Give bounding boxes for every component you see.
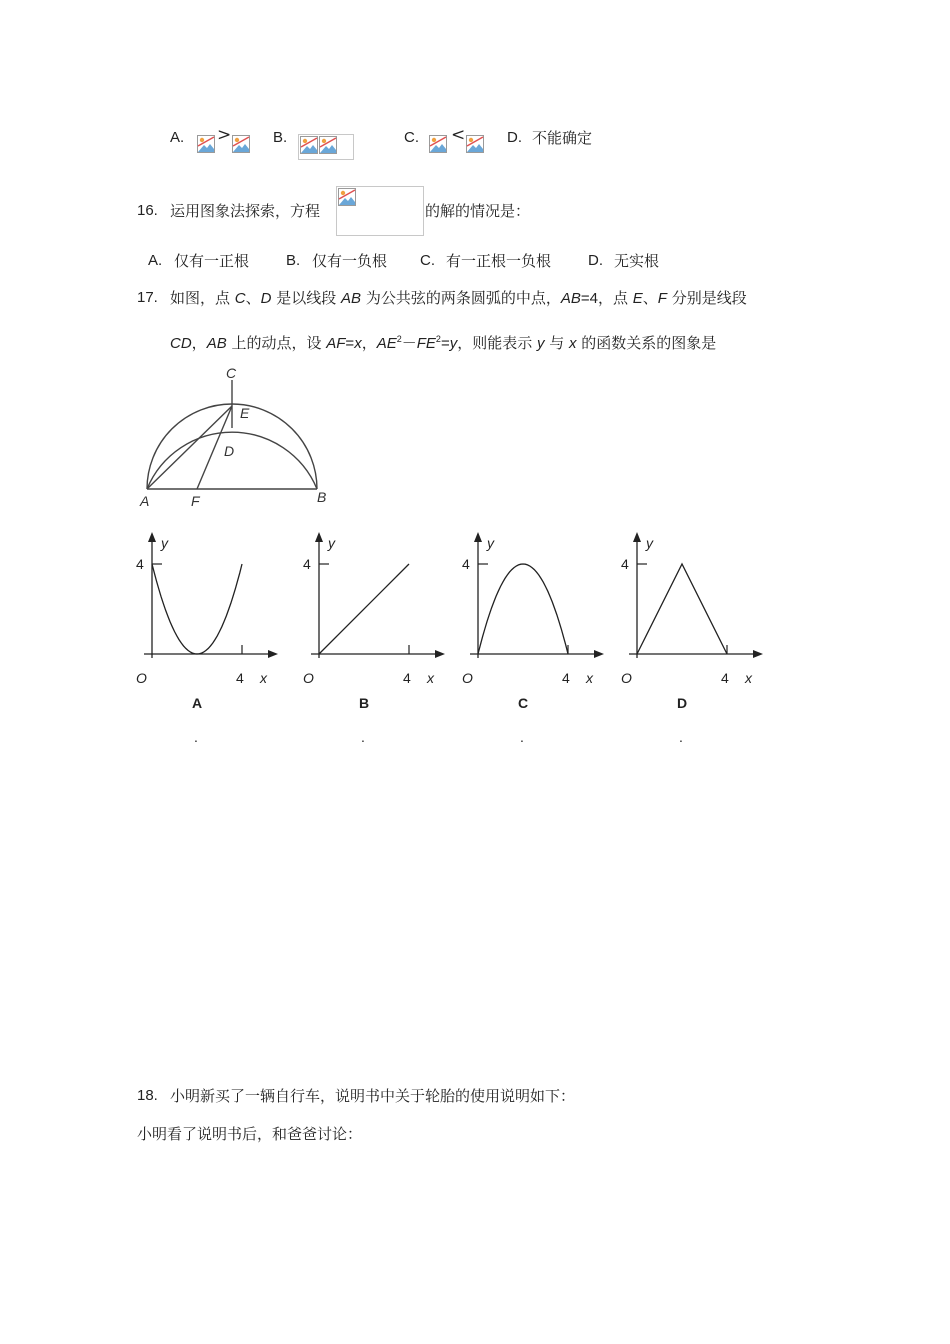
q15-c-left-image xyxy=(428,134,450,158)
q17-stem-line2 xyxy=(170,329,716,354)
y-axis-arrow xyxy=(315,532,323,542)
q15-option-b-label: B. xyxy=(273,129,288,146)
q17-sup: 2 xyxy=(435,334,441,344)
q17-number: 17. xyxy=(137,289,158,306)
q15-c-symbol: < xyxy=(451,125,466,145)
q15-b-image xyxy=(298,134,354,160)
q17-text: 如图，点 xyxy=(170,289,235,307)
q16-stem-after: 的解的情况是： xyxy=(425,202,531,220)
q17-text: ， xyxy=(191,334,207,352)
q16-option-c-label: C. xyxy=(420,252,435,269)
q17-text: = xyxy=(440,335,450,352)
q16-option-b-label: B. xyxy=(286,252,301,269)
y-axis-label: y xyxy=(646,535,653,551)
x-axis-label: x xyxy=(260,670,267,686)
q17-text: 分别是线段 xyxy=(666,289,747,307)
origin-label: O xyxy=(462,670,473,686)
broken-image-icon xyxy=(319,136,337,154)
q17-text: ，则能表示 xyxy=(457,334,537,352)
y-axis-arrow xyxy=(148,532,156,542)
y-axis-label: y xyxy=(161,535,168,551)
y-axis-label: y xyxy=(328,535,335,551)
y-axis-arrow xyxy=(474,532,482,542)
y-tick-label: 4 xyxy=(303,556,311,572)
graph-label: D xyxy=(677,695,688,711)
q15-option-c-label: C. xyxy=(404,129,419,146)
q15-option-d-text: 不能确定 xyxy=(532,129,593,147)
graph-option-d xyxy=(615,530,775,755)
q18-number: 18. xyxy=(137,1087,158,1104)
broken-image-icon xyxy=(466,135,484,153)
broken-image-icon xyxy=(197,135,215,153)
x-axis-arrow xyxy=(268,650,278,658)
label-e: E xyxy=(240,405,250,421)
graph-label-dot: . xyxy=(520,729,524,745)
q16-option-d-text: 无实根 xyxy=(614,252,660,270)
q15-a-right-image xyxy=(231,134,253,158)
broken-image-icon xyxy=(232,135,250,153)
q15-a-symbol: > xyxy=(217,125,232,145)
q17-text: ， xyxy=(361,334,377,352)
q17-text: 为公共弦的两条圆弧的中点， xyxy=(361,289,561,307)
graph-label-dot: . xyxy=(194,729,198,745)
q17-var-x: x xyxy=(569,335,577,352)
origin-label: O xyxy=(621,670,632,686)
label-c: C xyxy=(226,365,237,381)
q17-var-e: E xyxy=(632,290,643,307)
graph-label-dot: . xyxy=(361,729,365,745)
q17-stem-line1 xyxy=(170,288,747,309)
q17-text: 、 xyxy=(642,289,658,307)
q17-var-y: y xyxy=(449,335,458,352)
function-curve xyxy=(478,564,568,654)
q17-text: ，点 xyxy=(597,289,633,307)
q15-option-a-label: A. xyxy=(170,129,185,146)
broken-image-icon xyxy=(429,135,447,153)
x-axis-arrow xyxy=(594,650,604,658)
x-tick-label: 4 xyxy=(403,670,411,686)
x-axis-label: x xyxy=(745,670,752,686)
q16-option-c-text: 有一正根一负根 xyxy=(446,252,552,270)
q17-var-ab: AB xyxy=(560,290,581,307)
q17-geometry-figure xyxy=(130,362,345,514)
q16-number: 16. xyxy=(137,202,158,219)
q17-var-x: x xyxy=(354,335,362,352)
label-b: B xyxy=(317,489,327,505)
q18-line1: 小明新买了一辆自行车，说明书中关于轮胎的使用说明如下： xyxy=(170,1087,576,1105)
graph-label: B xyxy=(359,695,370,711)
graph-option-a xyxy=(130,530,290,755)
q17-text: = xyxy=(345,335,355,352)
q17-text: 上的动点，设 xyxy=(226,334,327,352)
y-axis-arrow xyxy=(633,532,641,542)
q17-var-fe: FE xyxy=(416,335,436,352)
graph-label: A xyxy=(192,695,203,711)
x-tick-label: 4 xyxy=(721,670,729,686)
function-curve xyxy=(319,564,409,654)
label-a: A xyxy=(140,493,150,509)
y-tick-label: 4 xyxy=(621,556,629,572)
q16-equation-image xyxy=(336,186,424,236)
y-tick-label: 4 xyxy=(136,556,144,572)
graph-label: C xyxy=(518,695,529,711)
q17-var-c: C xyxy=(234,290,246,307)
x-axis-arrow xyxy=(435,650,445,658)
origin-label: O xyxy=(303,670,314,686)
x-axis-label: x xyxy=(586,670,593,686)
segment-ae xyxy=(147,406,235,489)
q16-option-b-text: 仅有一负根 xyxy=(312,252,388,270)
q16-option-a-text: 仅有一正根 xyxy=(174,252,250,270)
broken-image-icon xyxy=(338,188,356,206)
q17-text: 与 xyxy=(544,334,570,352)
q17-var-cd: CD xyxy=(170,335,192,352)
graph-option-c xyxy=(456,530,616,755)
graph-option-b xyxy=(297,530,457,755)
q17-var-af: AF xyxy=(326,335,346,352)
q17-text: 是以线段 xyxy=(271,289,342,307)
label-d: D xyxy=(224,443,235,459)
q17-var-f: F xyxy=(657,290,667,307)
y-tick-label: 4 xyxy=(462,556,470,572)
q16-option-a-label: A. xyxy=(148,252,163,269)
x-axis-label: x xyxy=(427,670,434,686)
q18-line2: 小明看了说明书后，和爸爸讨论： xyxy=(137,1125,363,1143)
q17-var-d: D xyxy=(260,290,272,307)
graph-label-dot: . xyxy=(679,729,683,745)
x-axis-arrow xyxy=(753,650,763,658)
origin-label: O xyxy=(136,670,147,686)
q17-sup: 2 xyxy=(396,334,402,344)
q17-var-ab: AB xyxy=(206,335,227,352)
q17-var-y: y xyxy=(536,335,545,352)
function-curve xyxy=(637,564,727,654)
q17-text: =4 xyxy=(580,290,598,307)
q15-c-right-image xyxy=(465,134,487,158)
q15-option-d-label: D. xyxy=(507,129,522,146)
label-f: F xyxy=(191,493,200,509)
q17-var-ab: AB xyxy=(341,290,362,307)
y-axis-label: y xyxy=(487,535,494,551)
q17-text: 、 xyxy=(245,289,261,307)
function-curve xyxy=(152,564,242,654)
x-tick-label: 4 xyxy=(562,670,570,686)
q17-var-ae: AE xyxy=(376,335,397,352)
q16-option-d-label: D. xyxy=(588,252,603,269)
q17-text: 的函数关系的图象是 xyxy=(576,334,717,352)
q17-text: － xyxy=(401,334,417,352)
q16-stem-before: 运用图象法探索，方程 xyxy=(170,202,321,220)
inner-arc xyxy=(147,432,317,489)
q15-a-left-image xyxy=(196,134,216,158)
x-tick-label: 4 xyxy=(236,670,244,686)
broken-image-icon xyxy=(300,136,318,154)
q15-options xyxy=(0,0,950,170)
